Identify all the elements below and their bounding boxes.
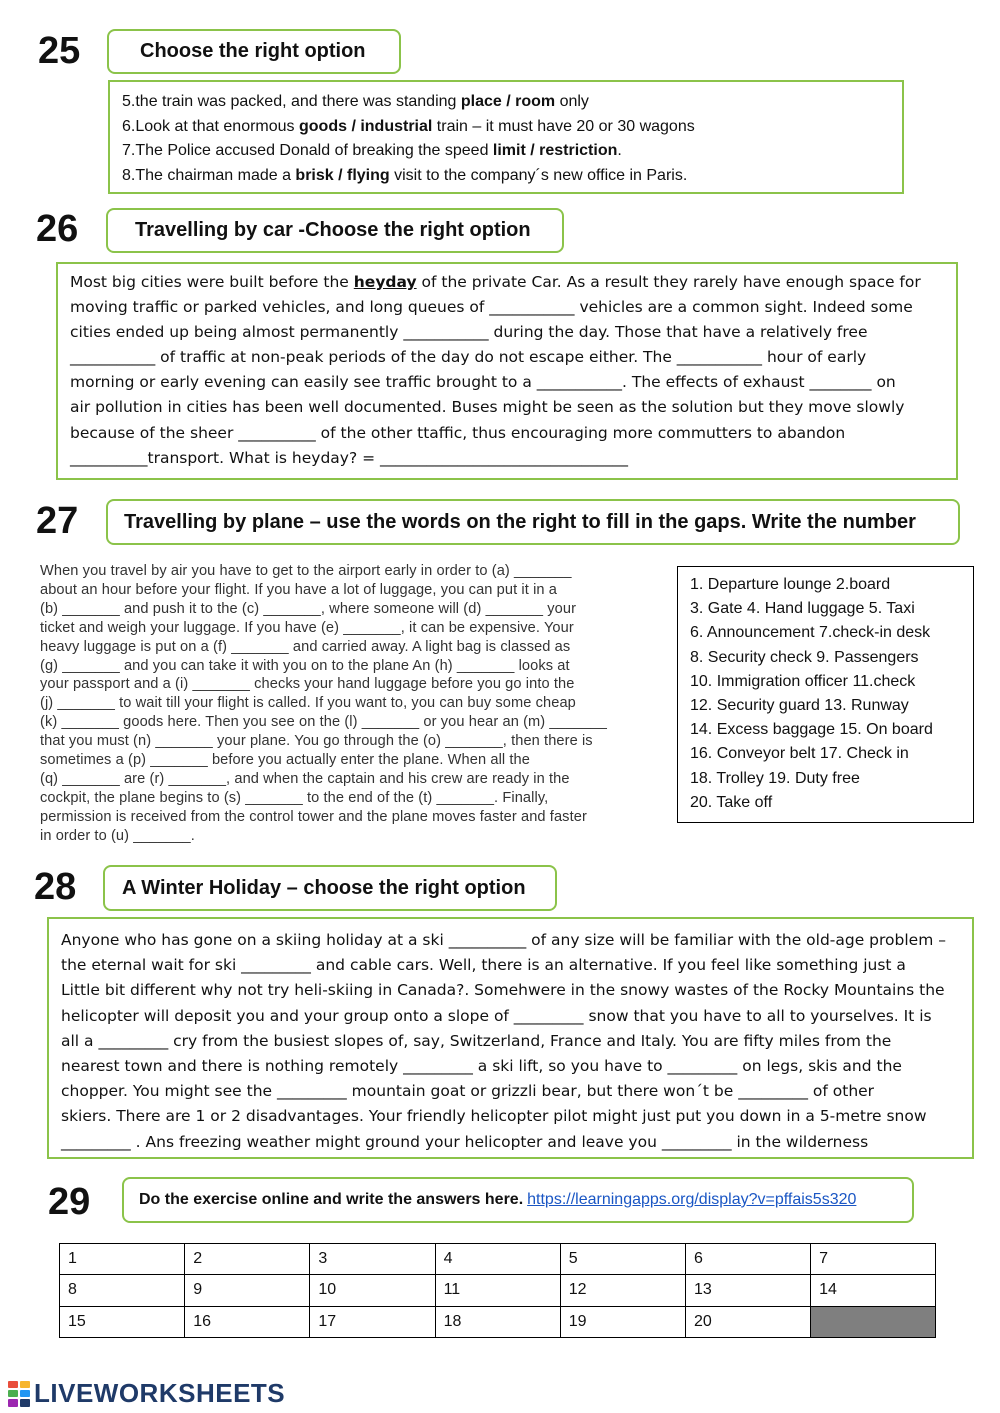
word-bank-line: 18. Trolley 19. Duty free — [690, 769, 860, 787]
answer-cell[interactable]: 3 — [310, 1244, 435, 1275]
word-bank-line: 20. Take off — [690, 793, 773, 811]
answer-cell[interactable]: 6 — [685, 1244, 810, 1275]
answer-cell[interactable]: 2 — [185, 1244, 310, 1275]
answer-cell[interactable]: 15 — [60, 1306, 185, 1337]
s28-line[interactable]: helicopter will deposit you and your group onto a slope of _________ snow that you have to all to yourselves. It is — [61, 1006, 932, 1025]
s27-line[interactable]: (k) _______ goods here. Then you see on the (l) _______ or you hear an (m) _______ — [40, 714, 607, 731]
s26-line[interactable]: moving traffic or parked vehicles, and long queues of ___________ vehicles are a common sight. Indeed some — [70, 298, 913, 317]
table-row — [60, 1275, 936, 1306]
option-pair[interactable]: goods / industrial — [299, 117, 433, 135]
word-bank-line: 12. Security guard 13. Runway — [690, 697, 909, 715]
s28-line[interactable]: _________ . Ans freezing weather might ground your helicopter and leave you _________ in the wilderness — [61, 1132, 869, 1151]
word-bank-line: 1. Departure lounge 2.board — [690, 576, 891, 593]
s25-line: 5.the train was packed, and there was standing place / room only — [122, 93, 589, 110]
answer-cell[interactable]: 12 — [560, 1275, 685, 1306]
answer-cell[interactable]: 4 — [435, 1244, 560, 1275]
section-27-number: 27 — [36, 500, 79, 542]
s27-line[interactable]: (g) _______ and you can take it with you on to the plane An (h) _______ looks at — [40, 657, 570, 674]
answer-cell[interactable]: 5 — [560, 1244, 685, 1275]
section-28-title-text: A Winter Holiday – choose the right option — [122, 876, 526, 899]
section-25-number: 25 — [38, 30, 81, 72]
section-29-number: 29 — [48, 1181, 91, 1223]
answer-cell[interactable]: 1 — [60, 1244, 185, 1275]
s28-line[interactable]: Anyone who has gone on a skiing holiday at a ski __________ of any size will be familiar with the old-age problem – — [61, 931, 946, 949]
footer — [8, 1378, 285, 1409]
s27-line[interactable]: that you must (n) _______ your plane. You go through the (o) _______, then there is — [40, 733, 593, 750]
s27-line[interactable]: ticket and weigh your luggage. If you have (e) _______, it can be expensive. Your — [40, 619, 574, 636]
s27-line[interactable]: (j) _______ to wait till your flight is called. If you want to, you can buy some cheap — [40, 695, 576, 712]
answer-table — [59, 1243, 936, 1338]
s27-line[interactable]: (q) _______ are (r) _______, and when the captain and his crew are ready in the — [40, 770, 570, 787]
s28-line: skiers. There are 1 or 2 disadvantages. Your friendly helicopter pilot might just put you down in a 5-metre snow — [61, 1107, 927, 1126]
s27-line: about an hour before your flight. If you have a lot of luggage, you can put it in a — [40, 581, 557, 598]
s25-line: 6.Look at that enormous goods / industrial train – it must have 20 or 30 wagons — [122, 117, 695, 135]
section-27-title-text: Travelling by plane – use the words on the right to fill in the gaps. Write the number — [124, 510, 916, 533]
s26-line[interactable]: morning or early evening can easily see traffic brought to a ___________. The effects of exhaust ________ on — [70, 373, 896, 392]
word-bank-line: 10. Immigration officer 11.check — [690, 672, 916, 690]
s27-line[interactable]: in order to (u) _______. — [40, 827, 195, 844]
table-row — [60, 1306, 936, 1337]
word-bank — [677, 566, 974, 823]
section-27-title — [106, 499, 960, 545]
s26-line[interactable]: because of the sheer __________ of the other ttaffic, thus encouraging more commutters to abandon — [70, 423, 846, 442]
section-26-title-text: Travelling by car -Choose the right option — [135, 219, 531, 241]
s28-line[interactable]: nearest town and there is nothing remotely _________ a ski lift, so you have to _________ on legs, skis and the — [61, 1057, 902, 1076]
s27-line[interactable]: sometimes a (p) _______ before you actually enter the plane. When all the — [40, 752, 530, 769]
section-26-title — [106, 208, 564, 253]
section-25-title — [107, 29, 401, 74]
section-28-title — [103, 865, 557, 911]
table-row — [60, 1244, 936, 1275]
answer-cell[interactable]: 11 — [435, 1275, 560, 1306]
option-pair[interactable]: place / room — [460, 93, 556, 110]
s27-line[interactable]: heavy luggage is put on a (f) _______ and carried away. A light bag is classed as — [40, 638, 571, 655]
heyday-word: heyday — [353, 273, 417, 291]
answer-cell[interactable]: 19 — [560, 1306, 685, 1337]
answer-cell[interactable]: 13 — [685, 1275, 810, 1306]
section-28-number: 28 — [34, 866, 77, 908]
liveworksheets-logo-icon — [8, 1381, 30, 1407]
footer-brand[interactable]: LIVEWORKSHEETS — [34, 1378, 286, 1408]
s26-line[interactable]: ___________ of traffic at non-peak periods of the day do not escape either. The ___________ hour of early — [70, 348, 867, 367]
s27-line[interactable]: your passport and a (i) _______ checks your hand luggage before you go into the — [40, 676, 575, 693]
s28-line[interactable]: the eternal wait for ski _________ and cable cars. Well, there is an alternative. If you feel like something just a — [61, 956, 906, 975]
answer-cell[interactable]: 16 — [185, 1306, 310, 1337]
word-bank-line: 6. Announcement 7.check-in desk — [690, 624, 931, 642]
answer-cell[interactable]: 10 — [310, 1275, 435, 1306]
section-26-box — [56, 262, 958, 480]
s26-line: air pollution in cities has been well documented. Buses might be seen as the solution but they move slowly — [70, 398, 905, 417]
section-27-passage — [40, 562, 660, 847]
answer-cell[interactable]: 9 — [185, 1275, 310, 1306]
s27-line[interactable]: cockpit, the plane begins to (s) _______ to the end of the (t) _______. Finally, — [40, 789, 549, 806]
word-bank-line: 8. Security check 9. Passengers — [690, 648, 919, 666]
option-pair[interactable]: limit / restriction — [492, 142, 618, 159]
s25-line: 8.The chairman made a brisk / flying visit to the company´s new office in Paris. — [122, 166, 688, 184]
section-25-box — [108, 80, 904, 194]
s27-line[interactable]: When you travel by air you have to get to the airport early in order to (a) _______ — [40, 563, 572, 579]
s27-line: permission is received from the control tower and the plane moves faster and faster — [40, 808, 587, 825]
section-25-title-text: Choose the right option — [140, 40, 366, 62]
s25-line: 7.The Police accused Donald of breaking the speed limit / restriction. — [122, 142, 622, 159]
s27-line[interactable]: (b) _______ and push it to the (c) _______, where someone will (d) _______ your — [40, 600, 577, 617]
answer-cell[interactable]: 8 — [60, 1275, 185, 1306]
blank-grey-cell — [811, 1306, 936, 1337]
answer-cell[interactable]: 7 — [811, 1244, 936, 1275]
answer-cell[interactable]: 20 — [685, 1306, 810, 1337]
answer-cell[interactable]: 17 — [310, 1306, 435, 1337]
word-bank-line: 3. Gate 4. Hand luggage 5. Taxi — [690, 600, 915, 618]
section-29-title — [122, 1177, 914, 1223]
section-26-number: 26 — [36, 208, 79, 250]
section-29-title-text: Do the exercise online and write the answers here. — [139, 1191, 524, 1208]
s26-line[interactable]: __________transport. What is heyday? = ________________________________ — [70, 448, 629, 467]
option-pair[interactable]: brisk / flying — [295, 166, 390, 184]
answer-cell[interactable]: 18 — [435, 1306, 560, 1337]
exercise-link[interactable]: https://learningapps.org/display?v=pffais5s320 — [527, 1191, 857, 1208]
s28-line: Little bit different why not try heli-skiing in Canada?. Somehwere in the snowy wastes of the Rocky Mountains the — [61, 981, 945, 1000]
s28-line[interactable]: all a _________ cry from the busiest slopes of, say, Switzerland, France and Italy. You are fifty miles from the — [61, 1031, 892, 1050]
answer-cell[interactable]: 14 — [811, 1275, 936, 1306]
s28-line[interactable]: chopper. You might see the _________ mountain goat or grizzli bear, but there won´t be _________ of other — [61, 1082, 875, 1101]
s26-line: Most big cities were built before the heyday of the private Car. As a result they rarely have enough space for — [70, 273, 921, 291]
word-bank-line: 16. Conveyor belt 17. Check in — [690, 745, 909, 763]
s26-line[interactable]: cities ended up being almost permanently ___________ during the day. Those that have a relatively free — [70, 323, 868, 342]
section-28-box — [47, 917, 974, 1159]
word-bank-line: 14. Excess baggage 15. On board — [690, 721, 933, 739]
